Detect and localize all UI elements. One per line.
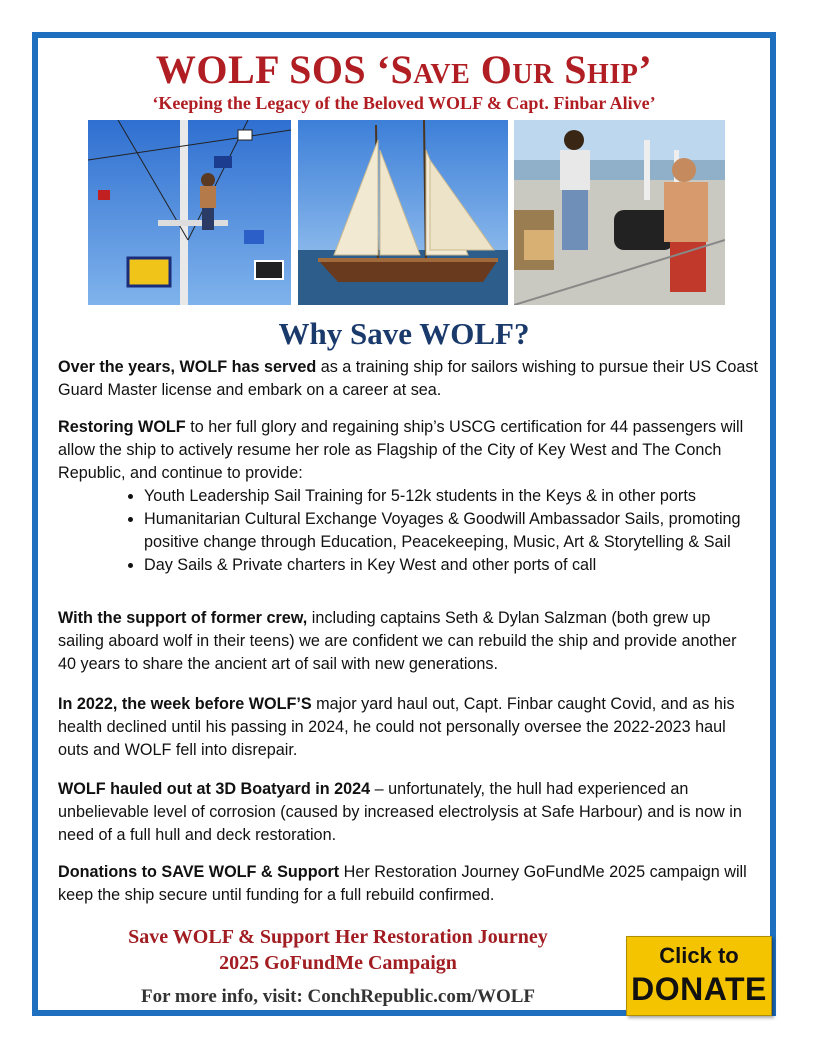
- paragraph-lead: Donations to SAVE WOLF & Support: [58, 863, 340, 881]
- section-heading: Why Save WOLF?: [278, 316, 530, 351]
- campaign-cta-line-2: 2025 GoFundMe Campaign: [219, 952, 457, 974]
- paragraph-hauled-out: [58, 778, 758, 847]
- paragraph-text: including captains Seth & Dylan Salzman (both grew up sailing aboard wolf in their teens) we are confident we can rebuild the ship and provide another 40 years to share the ancient art of sail with new generations.: [58, 609, 737, 673]
- donate-button-line-2: DONATE: [631, 971, 767, 1007]
- paragraph-lead: Restoring WOLF: [58, 418, 186, 436]
- list-item: • Humanitarian Cultural Exchange Voyages & Goodwill Ambassador Sails, promoting positive change through Education, Peacekeeping, Music, Art & Storytelling & Sail: [144, 508, 744, 554]
- crew-loading-supplies-on-dock-photo: [514, 120, 725, 305]
- paragraph-text: major yard haul out, Capt. Finbar caught Covid, and as his health declined until his passing in 2024, he could not personally oversee the 2022-2023 haul outs and WOLF fell into disrepair.: [58, 695, 735, 759]
- campaign-cta-line-1: Save WOLF & Support Her Restoration Journey: [128, 926, 548, 948]
- paragraph-text: as a training ship for sailors wishing to pursue their US Coast Guard Master license and embark on a career at sea.: [58, 358, 758, 399]
- paragraph-lead: WOLF hauled out at 3D Boatyard in 2024: [58, 780, 371, 798]
- paragraph-donations: [58, 861, 758, 907]
- page-subtitle: ‘Keeping the Legacy of the Beloved WOLF & Capt. Finbar Alive’: [152, 93, 656, 113]
- paragraph-lead: Over the years, WOLF has served: [58, 358, 317, 376]
- paragraph-text: – unfortunately, the hull had experienced an unbelievable level of corrosion (caused by increased electrolysis at Safe Harbour) and is now in need of a full hull and deck restoration.: [58, 780, 742, 844]
- list-item: • Day Sails & Private charters in Key West and other ports of call: [144, 554, 744, 577]
- schooner-under-sail-photo: [298, 120, 508, 305]
- paragraph-text: Her Restoration Journey GoFundMe 2025 campaign will keep the ship secure until funding for a full rebuild confirmed.: [58, 863, 747, 904]
- paragraph-former-crew: [58, 607, 758, 676]
- donate-button-line-1: Click to: [659, 943, 739, 968]
- paragraph-text: to her full glory and regaining ship’s USCG certification for 44 passengers will allow the ship to actively resume her role as Flagship of the City of Key West and The Conch Republic, and continue to provide:: [58, 418, 744, 482]
- paragraph-restoring: [58, 416, 758, 485]
- paragraph-lead: In 2022, the week before WOLF’S: [58, 695, 312, 713]
- sailor-on-mast-with-flags-photo: [88, 120, 291, 305]
- services-list: [124, 485, 744, 577]
- page-title: WOLF SOS ‘Save Our Ship’: [155, 47, 653, 92]
- more-info-link[interactable]: For more info, visit: ConchRepublic.com/WOLF: [140, 986, 536, 1007]
- page-frame: [32, 32, 776, 1016]
- donate-button[interactable]: [626, 936, 772, 1016]
- paragraph-training-ship: [58, 356, 758, 402]
- list-item: • Youth Leadership Sail Training for 5-12k students in the Keys & in other ports: [144, 485, 744, 508]
- paragraph-2022-covid: [58, 693, 758, 762]
- paragraph-lead: With the support of former crew,: [58, 609, 308, 627]
